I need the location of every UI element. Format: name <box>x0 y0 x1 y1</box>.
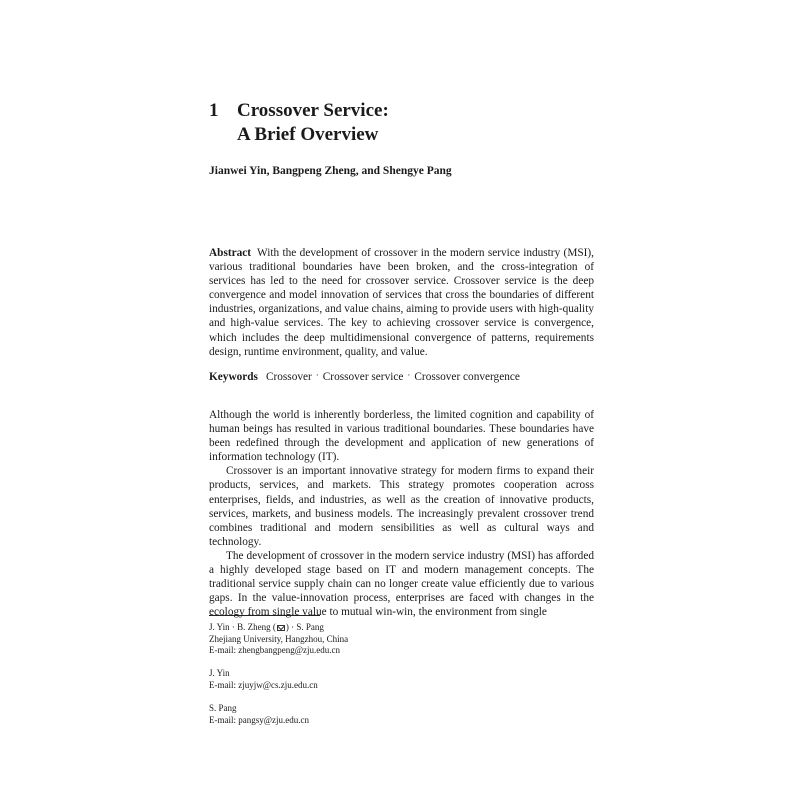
footnote-divider <box>209 615 320 616</box>
author-list: Jianwei Yin, Bangpeng Zheng, and Shengye Pang <box>209 165 452 177</box>
page <box>209 0 594 800</box>
footnote-block-pang <box>209 703 594 726</box>
body-text <box>209 408 594 619</box>
footnote-name: J. Yin <box>209 668 230 679</box>
keyword-item: Crossover convergence <box>414 371 520 383</box>
footnote-email: E-mail: zjuyjw@cs.zju.edu.cn <box>209 679 318 690</box>
mail-envelope-icon <box>277 625 285 631</box>
chapter-title <box>237 99 587 147</box>
keyword-separator: · <box>315 370 319 380</box>
footnote-block-affiliation <box>209 622 594 657</box>
abstract <box>209 246 594 359</box>
keyword-item: Crossover service <box>322 371 404 383</box>
footnote-email: E-mail: zhengbangpeng@zju.edu.cn <box>209 645 340 656</box>
footnote-email: E-mail: pangsy@zju.edu.cn <box>209 714 310 725</box>
abstract-text: With the development of crossover in the modern service industry (MSI), various traditional boundaries have been broken, and the cross-integration of services has led to the need for crossover service. Crossover service is the deep convergence and model innovation of services that cross the boundaries of different industries, organizations, and value chains, aiming to provide users with high-quality and high-value services. The key to achieving crossover service is convergence, which includes the deep multidimensional convergence of patterns, requirements design, runtime environment, quality, and value. <box>209 247 594 358</box>
keywords <box>209 368 594 384</box>
body-paragraph: Although the world is inherently borderless, the limited cognition and capability of human beings has resulted in various traditional boundaries. These boundaries have been redefined through the development and application of new generations of information technology (IT). <box>209 409 594 464</box>
keyword-separator: · <box>407 370 411 380</box>
abstract-label: Abstract <box>209 247 252 259</box>
keywords-label: Keywords <box>209 371 258 383</box>
footnote-affiliation: Zhejiang University, Hangzhou, China <box>209 633 349 644</box>
chapter-title-line-1: Crossover Service: <box>237 100 389 121</box>
chapter-title-line-2: A Brief Overview <box>237 124 379 145</box>
footnote-authors: J. Yin · B. Zheng ( ) · S. Pang <box>209 622 324 632</box>
keyword-item: Crossover <box>265 371 312 383</box>
body-paragraph: Crossover is an important innovative strategy for modern firms to expand their products, services, and markets. This strategy promotes cooperation across enterprises, fields, and industries, as well as the creation of innovative products, services, markets, and business models. The increasingly prevalent crossover trend combines traditional and modern sensibilities as well as cultural ways and technology. <box>209 465 594 548</box>
footnote-block-yin <box>209 668 594 691</box>
footnotes <box>209 622 594 738</box>
chapter-number: 1 <box>209 100 219 121</box>
footnote-name: S. Pang <box>209 702 237 713</box>
body-paragraph: The development of crossover in the modern service industry (MSI) has afforded a highly developed stage based on IT and modern management concepts. The traditional service supply chain can no longer create value efficiently due to various gaps. In the value-innovation process, enterprises are faced with changes in the ecology from single value to mutual win-win, the environment from single <box>209 549 594 619</box>
